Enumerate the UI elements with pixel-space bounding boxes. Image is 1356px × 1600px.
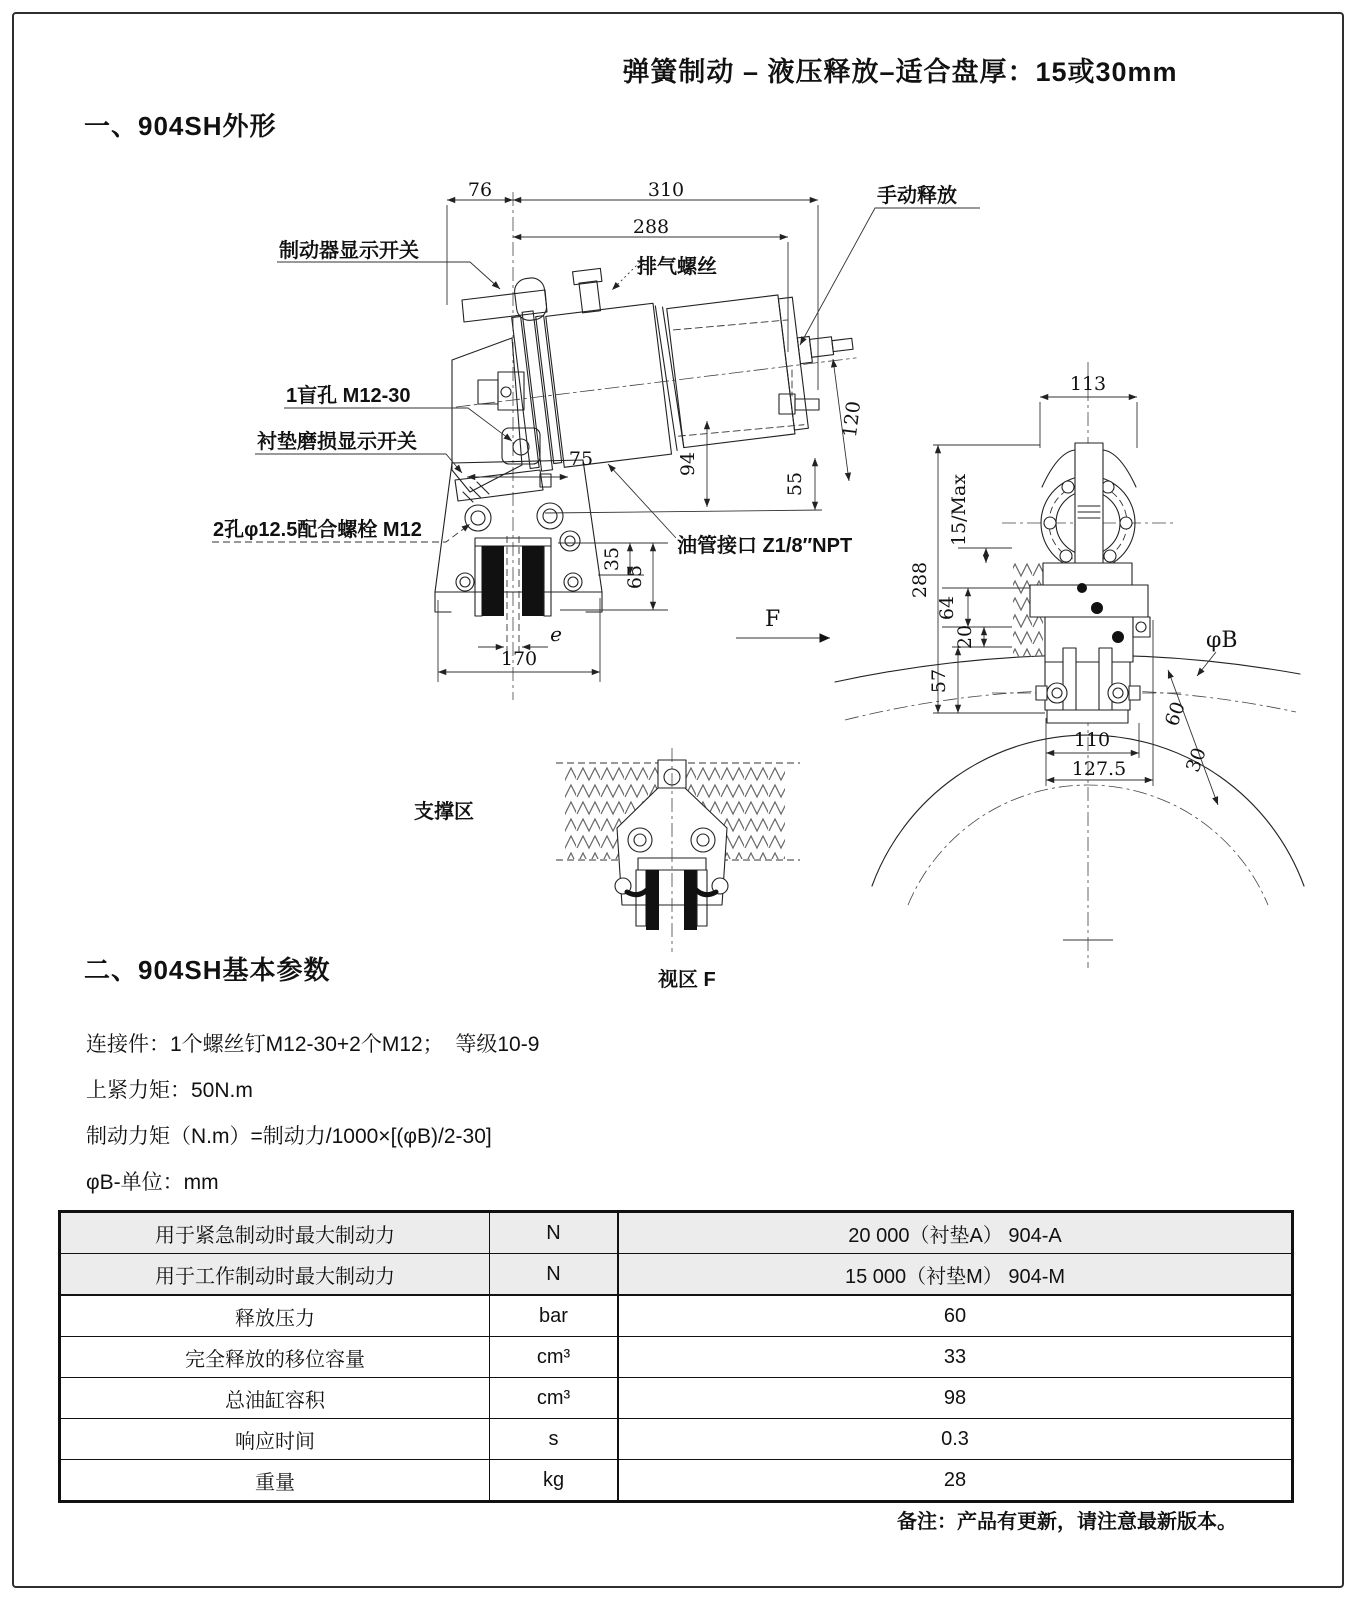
table-row [60,1212,1293,1254]
callout-exhaust-screw: 排气螺丝 [637,256,717,278]
dim-310: 310 [647,179,685,201]
param-label: 释放压力 [60,1295,490,1337]
param-value: 33 [618,1337,1293,1378]
table-row [60,1254,1293,1296]
param-unit: N [490,1254,619,1296]
callout-bolt-holes: 2孔φ12.5配合螺栓 M12 [213,519,422,541]
dim-e: e [550,622,562,646]
dim-60: 60 [1160,698,1190,730]
param-label: 完全释放的移位容量 [60,1337,490,1378]
dim-57: 57 [928,668,950,694]
dim-76: 76 [467,179,493,201]
callout-manual-release: 手动释放 [877,185,957,207]
param-line-unit: φB-单位：mm [86,1171,219,1194]
front-view-parts [1030,443,1150,723]
param-unit: N [490,1212,619,1254]
leader-manual-release [800,208,980,345]
callout-brake-switch: 制动器显示开关 [279,240,419,262]
side-view-drawing [212,179,980,700]
table-row [60,1337,1293,1378]
lower-connector [779,370,819,414]
param-value: 15 000（衬垫M） 904-M [618,1254,1293,1296]
param-value: 20 000（衬垫A） 904-A [618,1212,1293,1254]
parameters-table [58,1210,1294,1503]
view-direction-label: F [765,607,781,632]
dim-30: 30 [1181,744,1211,776]
leader-pad-wear-switch [255,454,462,473]
param-unit: bar [490,1295,619,1337]
param-line-connectors: 连接件：1个螺丝钉M12-30+2个M12； 等级10-9 [86,1033,540,1056]
param-label: 用于紧急制动时最大制动力 [60,1212,490,1254]
param-unit: cm³ [490,1337,619,1378]
dim-15max: 15/Max [948,473,970,547]
param-value: 98 [618,1378,1293,1419]
param-unit: kg [490,1460,619,1502]
dim-75: 75 [568,448,594,470]
dim-65: 65 [624,564,646,590]
dim-120: 120 [838,399,866,439]
callout-oil-port: 油管接口 Z1/8″NPT [677,535,853,557]
table-row [60,1378,1293,1419]
param-unit: s [490,1419,619,1460]
page-title: 弹簧制动 – 液压释放–适合盘厚：15或30mm [622,57,1178,87]
view-f-caption: 视区 F [658,969,716,991]
callout-blind-hole: 1盲孔 M12-30 [286,385,411,407]
callout-support-area: 支撑区 [414,801,474,823]
dim-55: 55 [784,471,806,497]
leader-phi-b [1197,652,1216,676]
dim-113: 113 [1069,373,1107,395]
dim-127-5: 127.5 [1071,758,1127,780]
table-row [60,1419,1293,1460]
param-value: 60 [618,1295,1293,1337]
footer-note: 备注：产品有更新，请注意最新版本。 [897,1511,1237,1533]
dim-288: 288 [632,216,670,238]
leader-exhaust-screw [612,262,640,290]
front-view-drawing [835,362,1304,968]
param-label: 总油缸容积 [60,1378,490,1419]
section1-heading: 一、904SH外形 [84,111,277,141]
table-row [60,1295,1293,1337]
callout-pad-wear-switch: 衬垫磨损显示开关 [257,431,417,453]
param-line-torque: 上紧力矩：50N.m [86,1079,253,1102]
phi-b-label: φB [1206,628,1238,653]
dim-110: 110 [1073,729,1111,751]
dim-94: 94 [677,451,699,477]
param-label: 响应时间 [60,1419,490,1460]
param-value: 0.3 [618,1419,1293,1460]
view-f-drawing [414,748,800,991]
dim-20: 20 [954,624,976,650]
leader-oil-port [608,464,676,538]
param-line-formula: 制动力矩（N.m）=制动力/1000×[(φB)/2-30] [86,1125,492,1148]
dim-288-front: 288 [909,561,931,599]
dim-64: 64 [936,595,958,621]
basic-parameters-text [86,1022,539,1206]
table-row [60,1460,1293,1502]
param-label: 重量 [60,1460,490,1502]
dim-35: 35 [601,546,623,572]
param-label: 用于工作制动时最大制动力 [60,1254,490,1296]
section2-heading: 二、904SH基本参数 [84,955,331,985]
leader-brake-switch [277,262,500,289]
dim-170: 170 [500,648,538,670]
param-unit: cm³ [490,1378,619,1419]
param-value: 28 [618,1460,1293,1502]
